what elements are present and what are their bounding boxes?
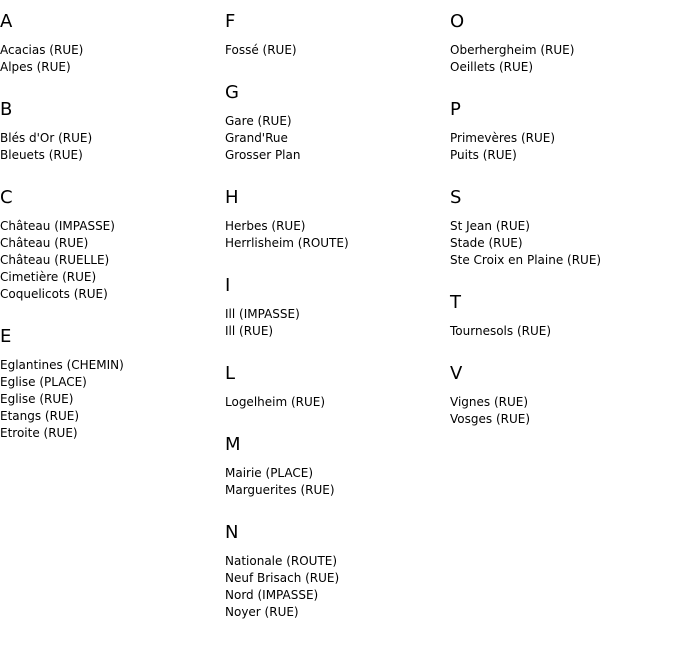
letter-heading: M [225,434,241,455]
street-link[interactable]: Mairie (PLACE) [225,466,314,480]
letter-heading: H [225,187,239,208]
street-link[interactable]: Fossé (RUE) [225,43,297,57]
street-link[interactable]: Eglantines (CHEMIN) [0,358,124,372]
street-index-column-1 [0,10,220,464]
street-list [225,394,445,411]
street-link[interactable]: Gare (RUE) [225,114,292,128]
letter-heading: G [225,82,239,103]
letter-heading: L [225,363,236,384]
street-link[interactable]: Blés d'Or (RUE) [0,131,93,145]
street-link[interactable]: Stade (RUE) [450,236,523,250]
letter-group-c [0,186,220,303]
street-link[interactable]: Neuf Brisach (RUE) [225,571,340,585]
street-list [0,357,220,442]
street-list [225,306,445,340]
street-link[interactable]: St Jean (RUE) [450,219,530,233]
street-list [225,113,445,164]
letter-group-l [225,362,445,411]
street-link[interactable]: Ill (RUE) [225,324,274,338]
street-link[interactable]: Eglise (RUE) [0,392,74,406]
letter-group-f [225,10,445,59]
letter-group-o [450,10,675,76]
street-link[interactable]: Nord (IMPASSE) [225,588,319,602]
street-list [0,130,220,164]
street-link[interactable]: Herbes (RUE) [225,219,306,233]
street-list [450,218,675,269]
street-link[interactable]: Marguerites (RUE) [225,483,335,497]
letter-group-v [450,362,675,428]
letter-heading: P [450,99,461,120]
street-list [450,323,675,340]
street-link[interactable]: Grosser Plan [225,148,301,162]
letter-group-i [225,274,445,340]
street-link[interactable]: Château (IMPASSE) [0,219,115,233]
street-list [0,42,220,76]
letter-group-s [450,186,675,269]
street-link[interactable]: Herrlisheim (ROUTE) [225,236,349,250]
street-link[interactable]: Vignes (RUE) [450,395,529,409]
letter-heading: C [0,187,13,208]
street-link[interactable]: Nationale (ROUTE) [225,554,338,568]
letter-heading: B [0,99,13,120]
letter-group-b [0,98,220,164]
letter-heading: V [450,363,463,384]
letter-heading: O [450,11,465,32]
letter-group-t [450,291,675,340]
street-list [225,465,445,499]
street-index-column-3 [450,10,675,450]
street-link[interactable]: Alpes (RUE) [0,60,71,74]
street-link[interactable]: Noyer (RUE) [225,605,299,619]
street-link[interactable]: Ste Croix en Plaine (RUE) [450,253,602,267]
letter-group-m [225,433,445,499]
street-link[interactable]: Oberhergheim (RUE) [450,43,575,57]
letter-group-n [225,521,445,621]
street-link[interactable]: Vosges (RUE) [450,412,531,426]
street-link[interactable]: Bleuets (RUE) [0,148,83,162]
street-link[interactable]: Eglise (PLACE) [0,375,87,389]
street-link[interactable]: Château (RUE) [0,236,89,250]
letter-group-a [0,10,220,76]
letter-heading: A [0,11,13,32]
street-list [0,218,220,303]
letter-group-p [450,98,675,164]
letter-heading: T [450,292,461,313]
street-list [225,42,445,59]
street-link[interactable]: Logelheim (RUE) [225,395,326,409]
street-list [450,42,675,76]
street-list [450,130,675,164]
letter-heading: I [225,275,231,296]
street-link[interactable]: Château (RUELLE) [0,253,110,267]
street-link[interactable]: Etangs (RUE) [0,409,79,423]
letter-heading: F [225,11,236,32]
street-link[interactable]: Ill (IMPASSE) [225,307,300,321]
letter-group-g [225,81,445,164]
street-link[interactable]: Puits (RUE) [450,148,517,162]
street-link[interactable]: Primevères (RUE) [450,131,556,145]
letter-heading: E [0,326,12,347]
street-link[interactable]: Oeillets (RUE) [450,60,534,74]
street-list [225,218,445,252]
street-index-column-2 [225,10,445,643]
street-link[interactable]: Cimetière (RUE) [0,270,97,284]
letter-group-e [0,325,220,442]
street-link[interactable]: Grand'Rue [225,131,288,145]
street-link[interactable]: Acacias (RUE) [0,43,84,57]
street-list [450,394,675,428]
letter-group-h [225,186,445,252]
street-link[interactable]: Tournesols (RUE) [450,324,552,338]
street-link[interactable]: Etroite (RUE) [0,426,78,440]
letter-heading: N [225,522,239,543]
letter-heading: S [450,187,462,208]
street-list [225,553,445,621]
street-link[interactable]: Coquelicots (RUE) [0,287,108,301]
